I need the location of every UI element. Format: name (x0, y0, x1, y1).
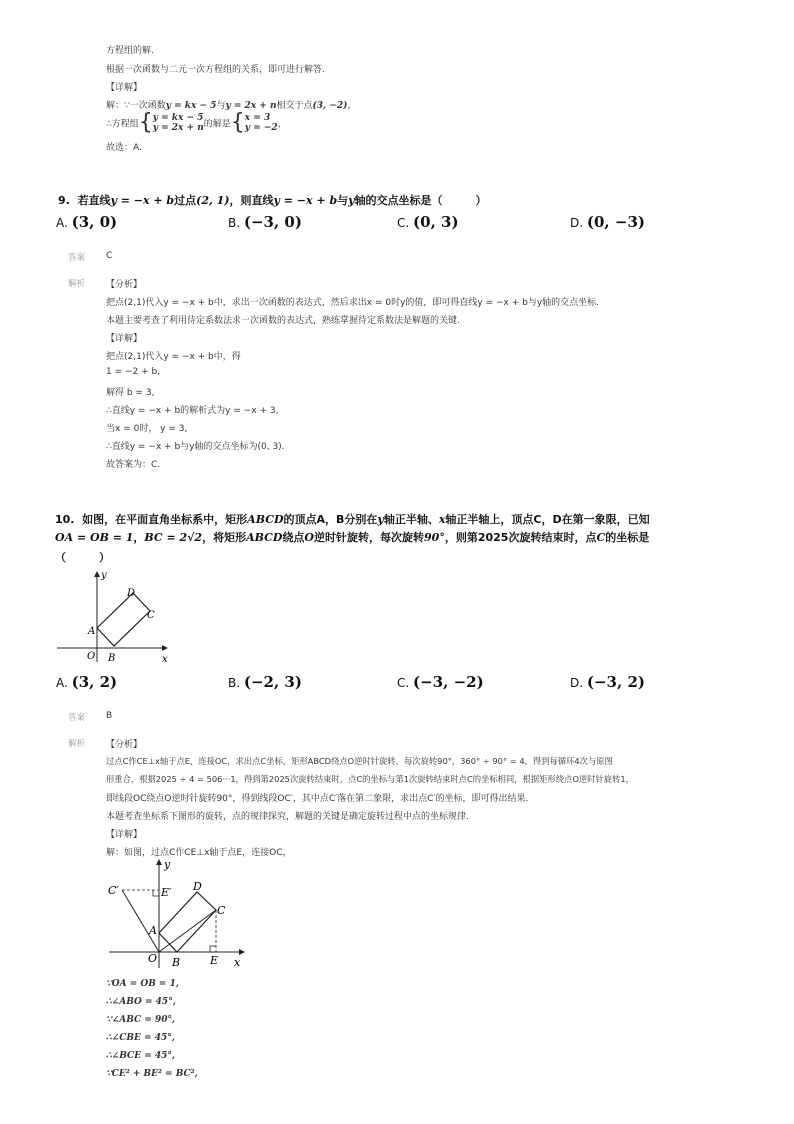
q10-step-6: ∵CE² + BE² = BC², (106, 1069, 198, 1079)
q9-analysis-1: 把点(2,1)代入y = −x + b中，求出一次函数的表达式，然后求出x = 0时y的值，即可得直线y = −x + b与y轴的交点坐标. (106, 298, 600, 308)
fig2-segment-oc-prime (122, 890, 159, 952)
q9-analysis-tag: 【分析】 (106, 280, 143, 290)
prev-line-6: 故选：A. (106, 143, 142, 153)
q10-step-5: ∴∠BCE = 45°, (106, 1051, 176, 1061)
fig2-label-a: A (149, 924, 157, 937)
q10-answer-label: 答案 (68, 713, 86, 723)
q10-solution-figure (104, 856, 254, 970)
q10-step-1: ∵OA = OB = 1, (106, 979, 180, 989)
q9-detail-tag: 【详解】 (106, 334, 143, 344)
fig2-label-d: D (193, 880, 202, 893)
fig2-label-y: y (164, 858, 171, 871)
fig2-label-b: B (172, 956, 181, 969)
q9-analysis-2: 本题主要考查了利用待定系数法求一次函数的表达式，熟练掌握待定系数法是解题的关键. (106, 316, 460, 326)
fig2-segment-oc (159, 910, 216, 952)
fig1-label-b: B (108, 653, 116, 664)
q10-analysis-label: 解析 (68, 739, 86, 749)
q9-detail-4: ∴直线y = −x + b的解析式为y = −x + 3, (106, 406, 279, 416)
fig2-rectangle (159, 892, 216, 952)
q10-analysis-tag: 【分析】 (106, 740, 143, 750)
q10-option-d: D. (−3, 2) (570, 673, 645, 691)
q9-detail-6: ∴直线y = −x + b与y轴的交点坐标为(0, 3). (106, 442, 285, 452)
fig1-label-y: y (101, 570, 107, 581)
q9-detail-2: 1 = −2 + b, (106, 367, 161, 377)
fig1-label-x: x (162, 654, 168, 665)
q10-analysis-4: 本题考查坐标系下图形的旋转，点的规律探究，解题的关键是确定旋转过程中点的坐标规律. (106, 812, 469, 822)
fig1-label-c: C (147, 610, 155, 621)
q10-analysis-1: 过点C作CE⊥x轴于点E，连接OC，求出点C坐标，矩形ABCD绕点O逆时针旋转，每次旋转90°，360° ÷ 90° = 4，得到每循环4次与原图 (106, 756, 613, 766)
fig1-label-a: A (88, 626, 96, 637)
q9-detail-5: 当x = 0时， y = 3, (106, 424, 188, 434)
q9-answer-label: 答案 (68, 253, 86, 263)
q10-analysis-3: 即线段OC绕点O逆时针旋转90°，得到线段OC′，其中点C′落在第二象限，求出点C′的坐标，即可得出结果. (106, 794, 529, 804)
q9-option-b: B. (−3, 0) (228, 213, 302, 231)
fig2-label-o: O (148, 952, 158, 965)
q10-detail-1: 解：如图，过点C作CE⊥x轴于点E，连接OC， (106, 848, 292, 858)
q10-option-b: B. (−2, 3) (228, 673, 302, 691)
prev-line-5: ∴方程组{y = kx − 5 y = 2x + n的解是{x = 3 y = −2， (106, 110, 287, 135)
fig1-label-o: O (87, 651, 96, 662)
q10-option-a: A. (3, 2) (56, 673, 118, 691)
q9-option-d: D. (0, −3) (570, 213, 645, 231)
prev-line-1: 方程组的解. (106, 46, 154, 56)
q10-detail-tag: 【详解】 (106, 830, 143, 840)
q9-option-c: C. (0, 3) (397, 213, 459, 231)
prev-line-2: 根据一次函数与二元一次方程组的关系，即可进行解答. (106, 65, 325, 75)
q9-detail-7: 故答案为：C. (106, 460, 161, 470)
q10-step-4: ∴∠CBE = 45°, (106, 1033, 175, 1043)
q10-step-2: ∴∠ABO = 45°, (106, 997, 176, 1007)
fig2-right-angle-e-prime (153, 890, 159, 896)
q10-stem-line-3: （ ） (55, 551, 110, 564)
fig2-label-x: x (234, 956, 241, 969)
fig2-right-angle-e (210, 946, 216, 952)
q9-detail-1: 把点(2,1)代入y = −x + b中，得 (106, 352, 241, 362)
q9-option-a: A. (3, 0) (56, 213, 118, 231)
q10-stem-line-2: OA = OB = 1，BC = 2√2，将矩形ABCD绕点O逆时针旋转，每次旋转90°，则第2025次旋转结束时，点C的坐标是 (55, 531, 650, 544)
fig2-label-e-prime: E′ (161, 886, 172, 899)
q9-answer: C (106, 251, 113, 261)
fig2-label-c-prime: C′ (108, 884, 119, 897)
q10-stem-line-1: 10. 如图，在平面直角坐标系中，矩形ABCD的顶点A，B分别在y轴正半轴、x轴正半轴上，顶点C，D在第一象限，已知 (55, 513, 650, 526)
prev-line-4: 解：∵一次函数y = kx − 5与y = 2x + n相交于点(3, −2)， (106, 101, 357, 111)
q9-detail-3: 解得 b = 3, (106, 388, 155, 398)
q10-step-3: ∵∠ABC = 90°, (106, 1015, 176, 1025)
prev-detail-tag: 【详解】 (106, 83, 143, 93)
q10-analysis-2: 形重合，根据2025 ÷ 4 = 506···1，得到第2025次旋转结束时，点C的坐标与第1次旋转结束时点C的坐标相同，根据矩形绕点O逆时针旋转1， (106, 774, 634, 784)
q10-answer: B (106, 711, 113, 721)
q10-option-c: C. (−3, −2) (397, 673, 484, 691)
fig1-label-d: D (127, 588, 136, 599)
q10-figure (52, 566, 177, 666)
fig1-rectangle (97, 593, 150, 646)
q9-stem: 9. 若直线y = −x + b过点(2, 1)，则直线y = −x + b与y轴的交点坐标是（ ） (58, 194, 487, 207)
fig2-label-c: C (217, 904, 226, 917)
fig2-label-e: E (210, 954, 219, 967)
q9-analysis-label: 解析 (68, 279, 86, 289)
